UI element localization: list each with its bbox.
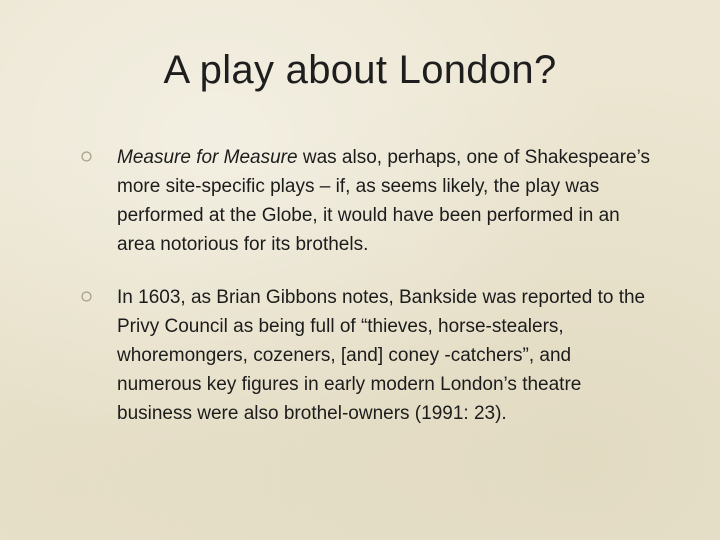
ring-bullet-icon xyxy=(81,291,92,302)
bullet-text: was also, perhaps, one of Shakespeare’s more site-specific plays – if, as seems likely, the play was performed at the Globe, it would have been performed in an area notorious for its brothels. xyxy=(117,147,651,255)
ring-bullet-icon xyxy=(81,151,92,162)
slide-title: A play about London? xyxy=(163,48,557,92)
bullet-text: In 1603, as Brian Gibbons notes, Bankside was reported to the Privy Council as being full of “thieves, horse-stealers, whoremongers, cozeners, [and] coney -catchers”, and numerous key figures in early modern London’s theatre business were also brothel-owners (1991: 23). xyxy=(117,287,646,424)
bullet-italic-title: Measure for Measure xyxy=(117,147,298,168)
bullet-list xyxy=(80,143,660,452)
bullet-item xyxy=(80,283,660,428)
bullet-item xyxy=(80,143,660,259)
